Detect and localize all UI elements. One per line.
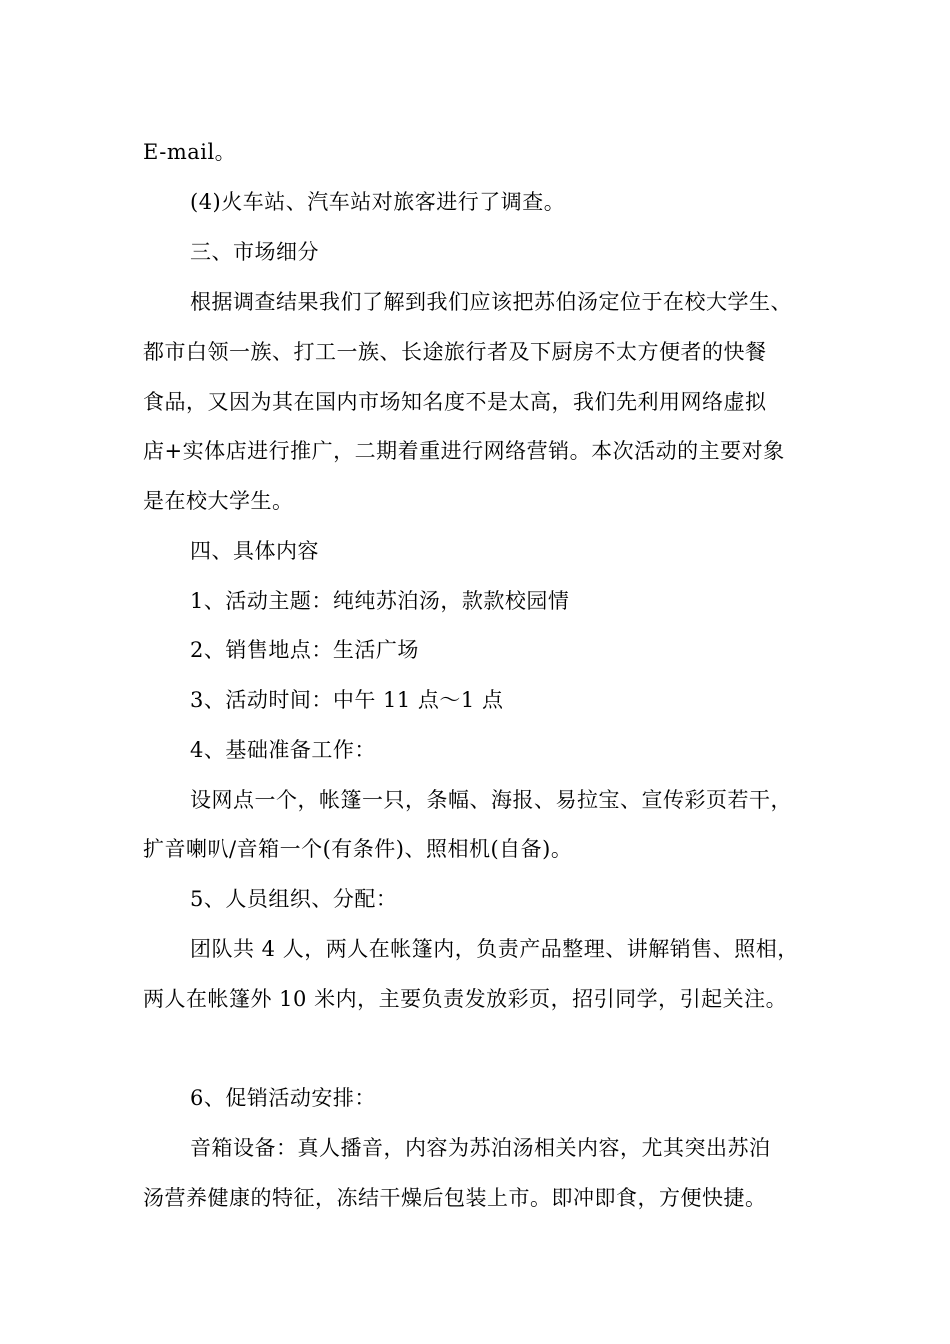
list-item-activity-theme: 1、活动主题：纯纯苏泊汤，款款校园情 [190,589,570,613]
paragraph-line: 是在校大学生。 [143,489,294,513]
paragraph-line: 汤营养健康的特征，冻结干燥后包装上市。即冲即食，方便快捷。 [143,1186,767,1210]
list-item-staffing: 5、人员组织、分配： [190,887,398,911]
section-heading-market-segmentation: 三、市场细分 [190,240,319,264]
paragraph-line: 食品，又因为其在国内市场知名度不是太高，我们先利用网络虚拟 [143,390,767,414]
paragraph-line: 扩音喇叭/音箱一个(有条件)、照相机(自备)。 [143,837,573,861]
list-item-sales-location: 2、销售地点：生活广场 [190,638,419,662]
paragraph-line: 音箱设备：真人播音，内容为苏泊汤相关内容，尤其突出苏泊 [190,1136,771,1160]
paragraph-line: 团队共 4 人，两人在帐篷内，负责产品整理、讲解销售、照相， [190,937,799,961]
list-item-promotion: 6、促销活动安排： [190,1086,376,1110]
paragraph-line: 都市白领一族、打工一族、长途旅行者及下厨房不太方便者的快餐 [143,340,767,364]
list-item-activity-time: 3、活动时间：中午 11 点～1 点 [190,688,504,712]
text-line-survey-station: (4)火车站、汽车站对旅客进行了调查。 [190,190,566,214]
text-line-email: E-mail。 [143,140,237,164]
section-heading-specific-content: 四、具体内容 [190,539,319,563]
paragraph-line: 根据调查结果我们了解到我们应该把苏伯汤定位于在校大学生、 [190,290,792,314]
list-item-preparation: 4、基础准备工作： [190,738,376,762]
paragraph-line: 店+实体店进行推广，二期着重进行网络营销。本次活动的主要对象 [143,439,785,463]
paragraph-line: 设网点一个，帐篷一只，条幅、海报、易拉宝、宣传彩页若干， [190,788,792,812]
paragraph-line: 两人在帐篷外 10 米内，主要负责发放彩页，招引同学，引起关注。 [143,987,788,1011]
